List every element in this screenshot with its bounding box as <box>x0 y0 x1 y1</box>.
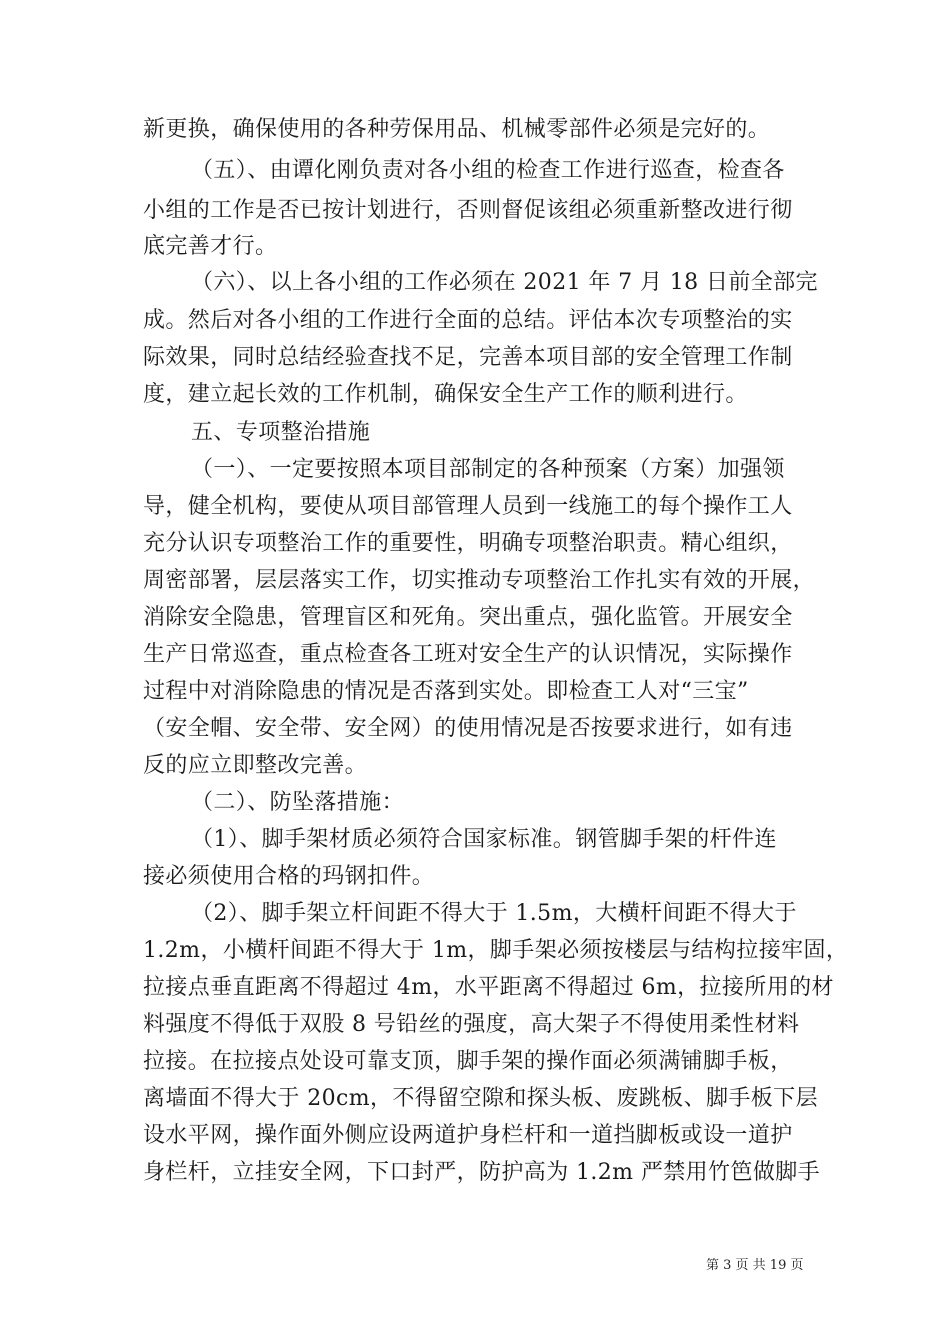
text-line: 料强度不得低于双股 8 号铅丝的强度，高大架子不得使用柔性材料 <box>143 1012 800 1037</box>
text-line: （一）、一定要按照本项目部制定的各种预案（方案）加强领 <box>191 457 785 482</box>
text-line: 1.2m，小横杆间距不得大于 1m，脚手架必须按楼层与结构拉接牢固， <box>143 938 849 963</box>
text-line: 拉接点垂直距离不得超过 4m，水平距离不得超过 6m，拉接所用的材 <box>143 975 834 1000</box>
text-line: 拉接。在拉接点处设可靠支顶，脚手架的操作面必须满铺脚手板， <box>143 1049 793 1074</box>
text-line: 导，健全机构，要使从项目部管理人员到一线施工的每个操作工人 <box>143 494 793 519</box>
text-line: 新更换，确保使用的各种劳保用品、机械零部件必须是完好的。 <box>143 117 771 142</box>
text-line: （2）、脚手架立杆间距不得大于 1.5m，大横杆间距不得大于 <box>191 901 797 926</box>
text-line: 过程中对消除隐患的情况是否落到实处。即检查工人对“三宝” <box>143 679 749 704</box>
text-line: （五）、由谭化刚负责对各小组的检查工作进行巡查，检查各 <box>191 158 785 183</box>
text-line: 小组的工作是否已按计划进行，否则督促该组必须重新整改进行彻 <box>143 198 793 223</box>
text-line: 充分认识专项整治工作的重要性，明确专项整治职责。精心组织， <box>143 531 793 556</box>
text-line: 周密部署，层层落实工作，切实推动专项整治工作扎实有效的开展， <box>143 568 816 593</box>
text-line: 消除安全隐患，管理盲区和死角。突出重点，强化监管。开展安全 <box>143 605 793 630</box>
text-line: 反的应立即整改完善。 <box>143 753 368 778</box>
text-line: 成。然后对各小组的工作进行全面的总结。评估本次专项整治的实 <box>143 308 793 333</box>
text-line: （1）、脚手架材质必须符合国家标准。钢管脚手架的杆件连 <box>191 827 777 852</box>
text-line: （六）、以上各小组的工作必须在 2021 年 7 月 18 日前全部完 <box>191 270 818 295</box>
text-line: （安全帽、安全带、安全网）的使用情况是否按要求进行，如有违 <box>143 716 793 741</box>
text-line: 离墙面不得大于 20cm，不得留空隙和探头板、废跳板、脚手板下层 <box>143 1086 818 1111</box>
text-line: 身栏杆，立挂安全网，下口封严，防护高为 1.2m 严禁用竹笆做脚手 <box>143 1160 821 1185</box>
text-line: 底完善才行。 <box>143 234 278 259</box>
text-line: 接必须使用合格的玛钢扣件。 <box>143 864 435 889</box>
text-line: 度，建立起长效的工作机制，确保安全生产工作的顺利进行。 <box>143 382 748 407</box>
page-number: 第 3 页 共 19 页 <box>706 1258 804 1273</box>
section-heading: 五、专项整治措施 <box>191 420 371 445</box>
text-line: （二）、防坠落措施： <box>191 790 405 815</box>
text-line: 际效果，同时总结经验查找不足，完善本项目部的安全管理工作制 <box>143 345 793 370</box>
text-line: 设水平网，操作面外侧应设两道护身栏杆和一道挡脚板或设一道护 <box>143 1123 793 1148</box>
text-line: 生产日常巡查，重点检查各工班对安全生产的认识情况，实际操作 <box>143 642 793 667</box>
